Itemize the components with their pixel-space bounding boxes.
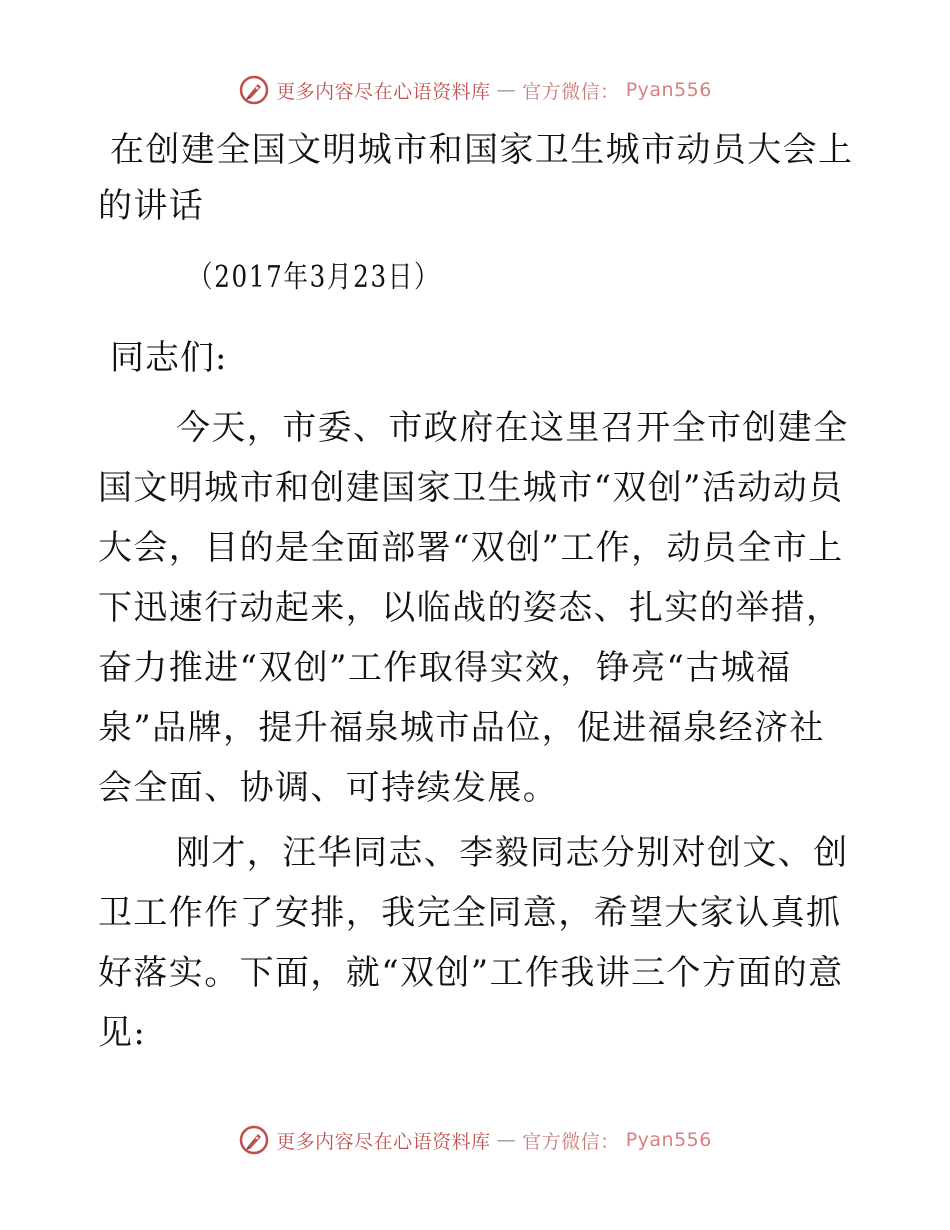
banner-sub-text: 官方微信：: [522, 80, 620, 103]
pen-nib-logo-icon: [238, 74, 270, 106]
pen-nib-logo-icon: [238, 1124, 270, 1156]
document-date: （2017年3月23日）: [188, 260, 441, 295]
banner-separator: —: [496, 1129, 517, 1151]
banner-wechat-id: Pyan556: [625, 79, 712, 101]
banner-main-text: 更多内容尽在心语资料库: [276, 80, 491, 103]
salutation: 同志们:: [110, 338, 228, 378]
footer-banner: [0, 1120, 950, 1160]
banner-wechat-id: Pyan556: [625, 1129, 712, 1151]
banner-separator: —: [496, 79, 517, 101]
header-banner: [0, 70, 950, 110]
paragraph-2: 刚才，汪华同志、李毅同志分别对创文、创卫工作作了安排，我完全同意，希望大家认真抓好落实。下面，就“双创”工作我讲三个方面的意见:: [98, 833, 849, 1053]
banner-main-text: 更多内容尽在心语资料库: [276, 1130, 491, 1153]
document-title: 在创建全国文明城市和国家卫生城市动员大会上的讲话: [98, 130, 854, 226]
paragraph-1: 今天，市委、市政府在这里召开全市创建全国文明城市和创建国家卫生城市“双创”活动动员大会，目的是全面部署“双创”工作，动员全市上下迅速行动起来，以临战的姿态、扎实的举措，奋力推进“双创”工作取得实效，铮亮“古城福泉”品牌，提升福泉城市品位，促进福泉经济社会全面、协调、可持续发展。: [98, 408, 849, 808]
banner-sub-text: 官方微信：: [522, 1130, 620, 1153]
